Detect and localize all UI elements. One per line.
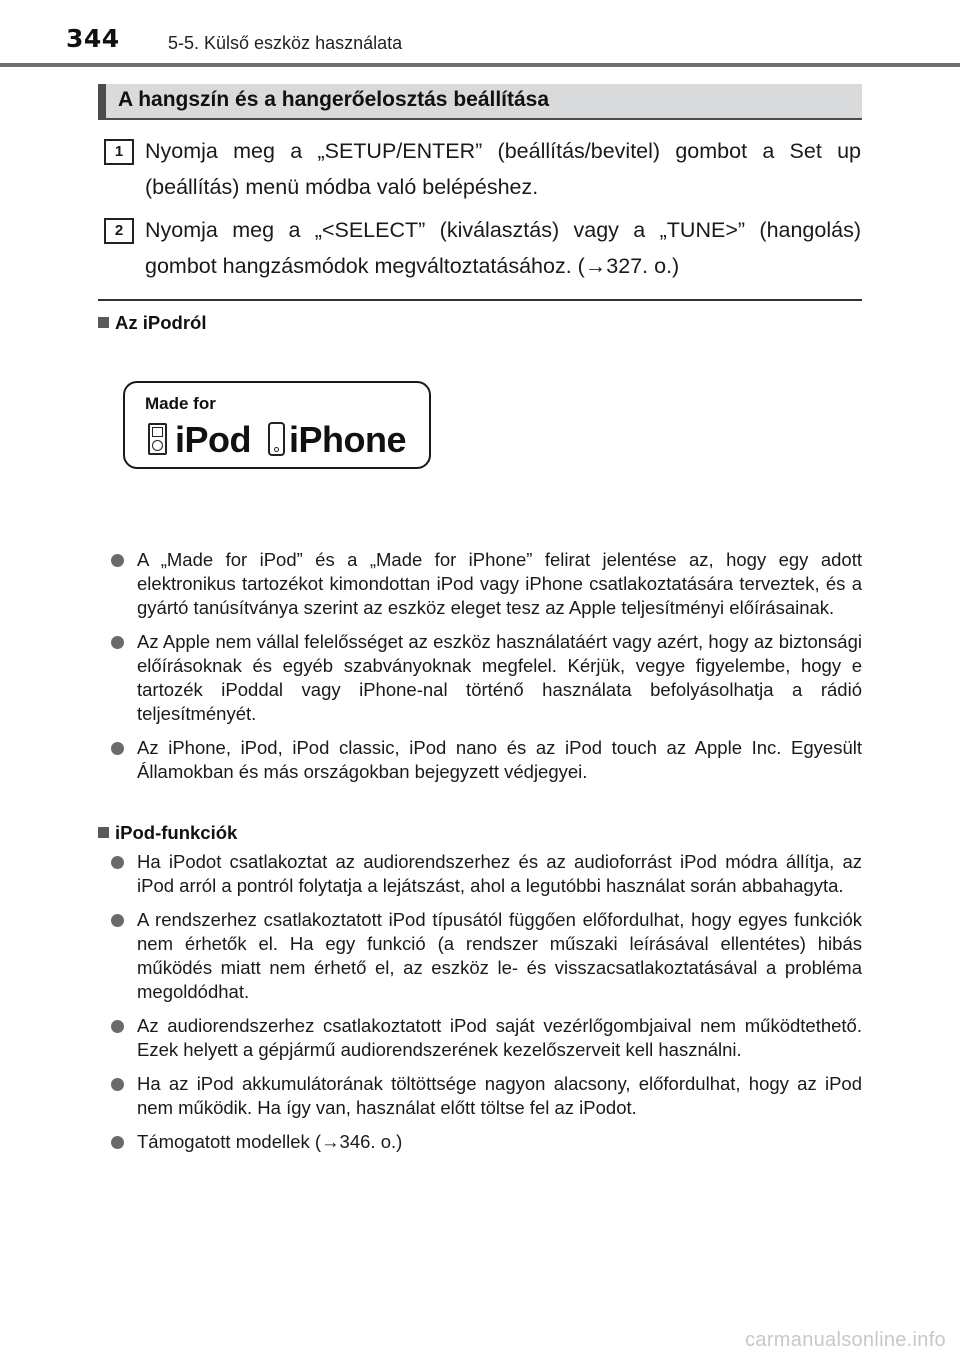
bullet-item — [110, 1130, 862, 1154]
subheading-text: Az iPodról — [115, 312, 207, 333]
section-divider — [98, 299, 862, 301]
bullet-dot-icon — [111, 554, 124, 567]
bullet-text: Ha az iPod akkumulátorának töltöttsége nagyon alacsony, előfordulhat, hogy az iPod nem működik. Ha így van, használat előtt töltse fel az iPodot. — [137, 1073, 862, 1118]
bullet-text: Támogatott modellek (→346. o.) — [137, 1131, 403, 1152]
bullet-item — [110, 548, 862, 620]
step-text: Nyomja meg a „SETUP/ENTER” (beállítás/bevitel) gombot a Set up (beállítás) menü módba való belépéshez. — [145, 139, 861, 199]
step-number-box: 1 — [104, 139, 134, 165]
bullet-item — [110, 1072, 862, 1120]
bullet-dot-icon — [111, 742, 124, 755]
subheading-about-ipod — [98, 312, 206, 334]
page-number: 344 — [66, 24, 120, 53]
bullet-item — [110, 908, 862, 1004]
section-bar-accent — [98, 84, 106, 118]
section-title: A hangszín és a hangerőelosztás beállítása — [118, 88, 550, 111]
iphone-icon — [268, 422, 285, 456]
step-text: Nyomja meg a „<SELECT” (kiválasztás) vagy a „TUNE>” (hangolás) gombot hangzásmódok megváltoztatásához. (→327. o.) — [145, 218, 861, 278]
bullet-item — [110, 850, 862, 898]
ipod-functions-bullets — [110, 850, 862, 1154]
bullet-item — [110, 1014, 862, 1062]
bullet-text: Az audiorendszerhez csatlakoztatott iPod saját vezérlőgombjaival nem működtethető. Ezek helyett a gépjármű audiorendszerének kezelőszerveit kell használni. — [137, 1015, 862, 1060]
bullet-text: Ha iPodot csatlakoztat az audiorendszerhez és az audioforrást iPod módra állítja, az iPod arról a pontról folytatja a lejátszást, ahol a legutóbbi használat során abbahagyta. — [137, 851, 862, 896]
bullet-text: Az iPhone, iPod, iPod classic, iPod nano és az iPod touch az Apple Inc. Egyesült Államokban és más országokban bejegyzett védjegyei. — [137, 737, 862, 782]
bullet-item — [110, 736, 862, 784]
square-bullet-icon — [98, 317, 109, 328]
about-ipod-bullets — [110, 548, 862, 784]
bullet-dot-icon — [111, 1136, 124, 1149]
square-bullet-icon — [98, 827, 109, 838]
subheading-ipod-functions — [98, 822, 237, 844]
header-rule — [0, 63, 960, 67]
logo-ipod-text: iPod — [175, 419, 251, 460]
bullet-dot-icon — [111, 1078, 124, 1091]
made-for-ipod-iphone-logo — [123, 381, 431, 469]
bullet-text: Az Apple nem vállal felelősséget az eszköz használatáért vagy azért, hogy az biztonsági előírásoknak és egyéb szabványoknak megfelel. Kérjük, vegye figyelembe, hogy e tartozék iPoddal vagy iPhone-nal történő használata befolyásolhatja a rádió teljesítményét. — [137, 631, 862, 724]
bullet-dot-icon — [111, 636, 124, 649]
logo-iphone-text: iPhone — [289, 419, 407, 460]
bullet-dot-icon — [111, 1020, 124, 1033]
section-underline — [98, 118, 862, 120]
step-number-box: 2 — [104, 218, 134, 244]
chapter-title: 5-5. Külső eszköz használata — [168, 33, 403, 53]
subheading-text: iPod-funkciók — [115, 822, 238, 843]
bullet-dot-icon — [111, 856, 124, 869]
bullet-dot-icon — [111, 914, 124, 927]
ipod-icon — [148, 423, 167, 455]
page-header — [0, 0, 960, 70]
logo-made-for-text: Made for — [145, 394, 216, 413]
section-title-bar — [98, 84, 862, 118]
bullet-item — [110, 630, 862, 726]
watermark: carmanualsonline.info — [745, 1329, 946, 1351]
bullet-text: A rendszerhez csatlakoztatott iPod típusától függően előfordulhat, hogy egyes funkciók nem érhetők el. Ha egy funkció (a rendszer műszaki leírásával ellentétes) hibás működés miatt nem érhető el, az eszköz le- és visszacsatlakoztatásával a probléma megoldódhat. — [137, 909, 862, 1002]
bullet-text: A „Made for iPod” és a „Made for iPhone” felirat jelentése az, hogy egy adott elektronikus tartozékot kimondottan iPod vagy iPhone csatlakoztatására terveztek, és a gyártó tanúsítványa szerint az eszköz eleget tesz az Apple teljesítményi előírásainak. — [137, 549, 862, 618]
